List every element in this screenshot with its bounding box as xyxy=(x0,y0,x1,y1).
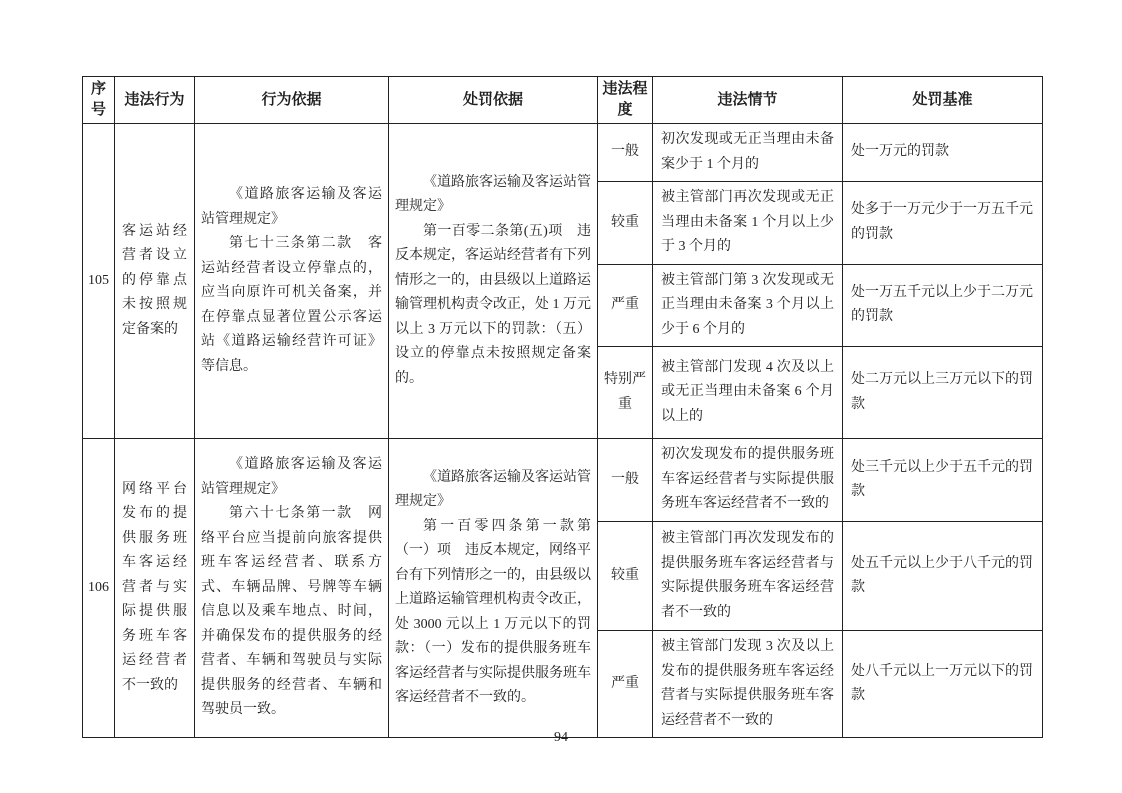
behavior-basis-cell xyxy=(195,439,389,738)
degree-cell: 一般 xyxy=(598,439,653,522)
header-penalty-standard: 处罚基准 xyxy=(843,77,1043,124)
behavior-basis-cell xyxy=(195,124,389,439)
circumstance-cell: 初次发现发布的提供服务班车客运经营者与实际提供服务班车客运经营者不一致的 xyxy=(653,439,843,522)
header-circumstance: 违法情节 xyxy=(653,77,843,124)
penalty-standard-cell: 处八千元以上一万元以下的罚款 xyxy=(843,631,1043,738)
penalty-standard-cell: 处一万元的罚款 xyxy=(843,124,1043,182)
degree-cell: 一般 xyxy=(598,124,653,182)
degree-cell: 严重 xyxy=(598,631,653,738)
penalty-table xyxy=(82,76,1043,738)
behavior-basis-title: 《道路旅客运输及客运站管理规定》 xyxy=(201,457,382,497)
behavior-basis-title: 《道路旅客运输及客运站管理规定》 xyxy=(201,187,382,227)
circumstance-cell: 被主管部门再次发现或无正当理由未备案 1 个月以上少于 3 个月的 xyxy=(653,182,843,265)
page-number: 94 xyxy=(554,730,568,745)
violation-cell: 客运站经营者设立的停靠点未按照规定备案的 xyxy=(115,124,195,439)
header-seq: 序号 xyxy=(83,77,115,124)
table-header-row xyxy=(83,77,1043,124)
penalty-basis-cell xyxy=(389,124,598,439)
table-row xyxy=(83,124,1043,182)
degree-cell: 特别严重 xyxy=(598,347,653,439)
header-penalty-basis: 处罚依据 xyxy=(389,77,598,124)
penalty-standard-cell: 处五千元以上少于八千元的罚款 xyxy=(843,522,1043,631)
penalty-basis-body: 第一百零二条第(五)项 违反本规定，客运站经营者有下列情形之一的，由县级以上道路运输管理机构责令改正，处 1 万元以上 3 万元以下的罚款：（五）设立的停靠点未按照规定备案的。 xyxy=(395,223,591,386)
seq-cell: 106 xyxy=(83,439,115,738)
header-degree: 违法程度 xyxy=(598,77,653,124)
penalty-basis-body: 第一百零四条第一款第（一）项 违反本规定，网络平台有下列情形之一的，由县级以上道路运输管理机构责令改正，处 3000 元以上 1 万元以下的罚款：（一）发布的提供服务班车客运经营者与实际提供服务班车客运经营者不一致的。 xyxy=(395,518,591,705)
header-violation: 违法行为 xyxy=(115,77,195,124)
penalty-basis-title: 《道路旅客运输及客运站管理规定》 xyxy=(395,469,591,509)
table-row xyxy=(83,439,1043,522)
behavior-basis-body: 第六十七条第一款 网络平台应当提前向旅客提供班车客运经营者、联系方式、车辆品牌、号牌等车辆信息以及乘车地点、时间，并确保发布的提供服务的经营者、车辆和驾驶员与实际提供服务的经营者、车辆和驾驶员一致。 xyxy=(201,506,382,718)
penalty-standard-cell: 处一万五千元以上少于二万元的罚款 xyxy=(843,264,1043,347)
penalty-standard-cell: 处二万元以上三万元以下的罚款 xyxy=(843,347,1043,439)
penalty-basis-title: 《道路旅客运输及客运站管理规定》 xyxy=(395,174,591,215)
penalty-basis-cell xyxy=(389,439,598,738)
circumstance-cell: 被主管部门发现 4 次及以上或无正当理由未备案 6 个月以上的 xyxy=(653,347,843,439)
circumstance-cell: 被主管部门第 3 次发现或无正当理由未备案 3 个月以上少于 6 个月的 xyxy=(653,264,843,347)
degree-cell: 较重 xyxy=(598,182,653,265)
degree-cell: 严重 xyxy=(598,264,653,347)
penalty-standard-cell: 处多于一万元少于一万五千元的罚款 xyxy=(843,182,1043,265)
header-behavior-basis: 行为依据 xyxy=(195,77,389,124)
behavior-basis-body: 第七十三条第二款 客运站经营者设立停靠点的，应当向原许可机关备案，并在停靠点显著位置公示客运站《道路运输经营许可证》等信息。 xyxy=(201,236,382,374)
penalty-standard-cell: 处三千元以上少于五千元的罚款 xyxy=(843,439,1043,522)
degree-cell: 较重 xyxy=(598,522,653,631)
violation-cell: 网络平台发布的提供服务班车客运经营者与实际提供服务班车客运经营者不一致的 xyxy=(115,439,195,738)
seq-cell: 105 xyxy=(83,124,115,439)
circumstance-cell: 被主管部门发现 3 次及以上发布的提供服务班车客运经营者与实际提供服务班车客运经营者不一致的 xyxy=(653,631,843,738)
circumstance-cell: 初次发现或无正当理由未备案少于 1 个月的 xyxy=(653,124,843,182)
circumstance-cell: 被主管部门再次发现发布的提供服务班车客运经营者与实际提供服务班车客运经营者不一致的 xyxy=(653,522,843,631)
